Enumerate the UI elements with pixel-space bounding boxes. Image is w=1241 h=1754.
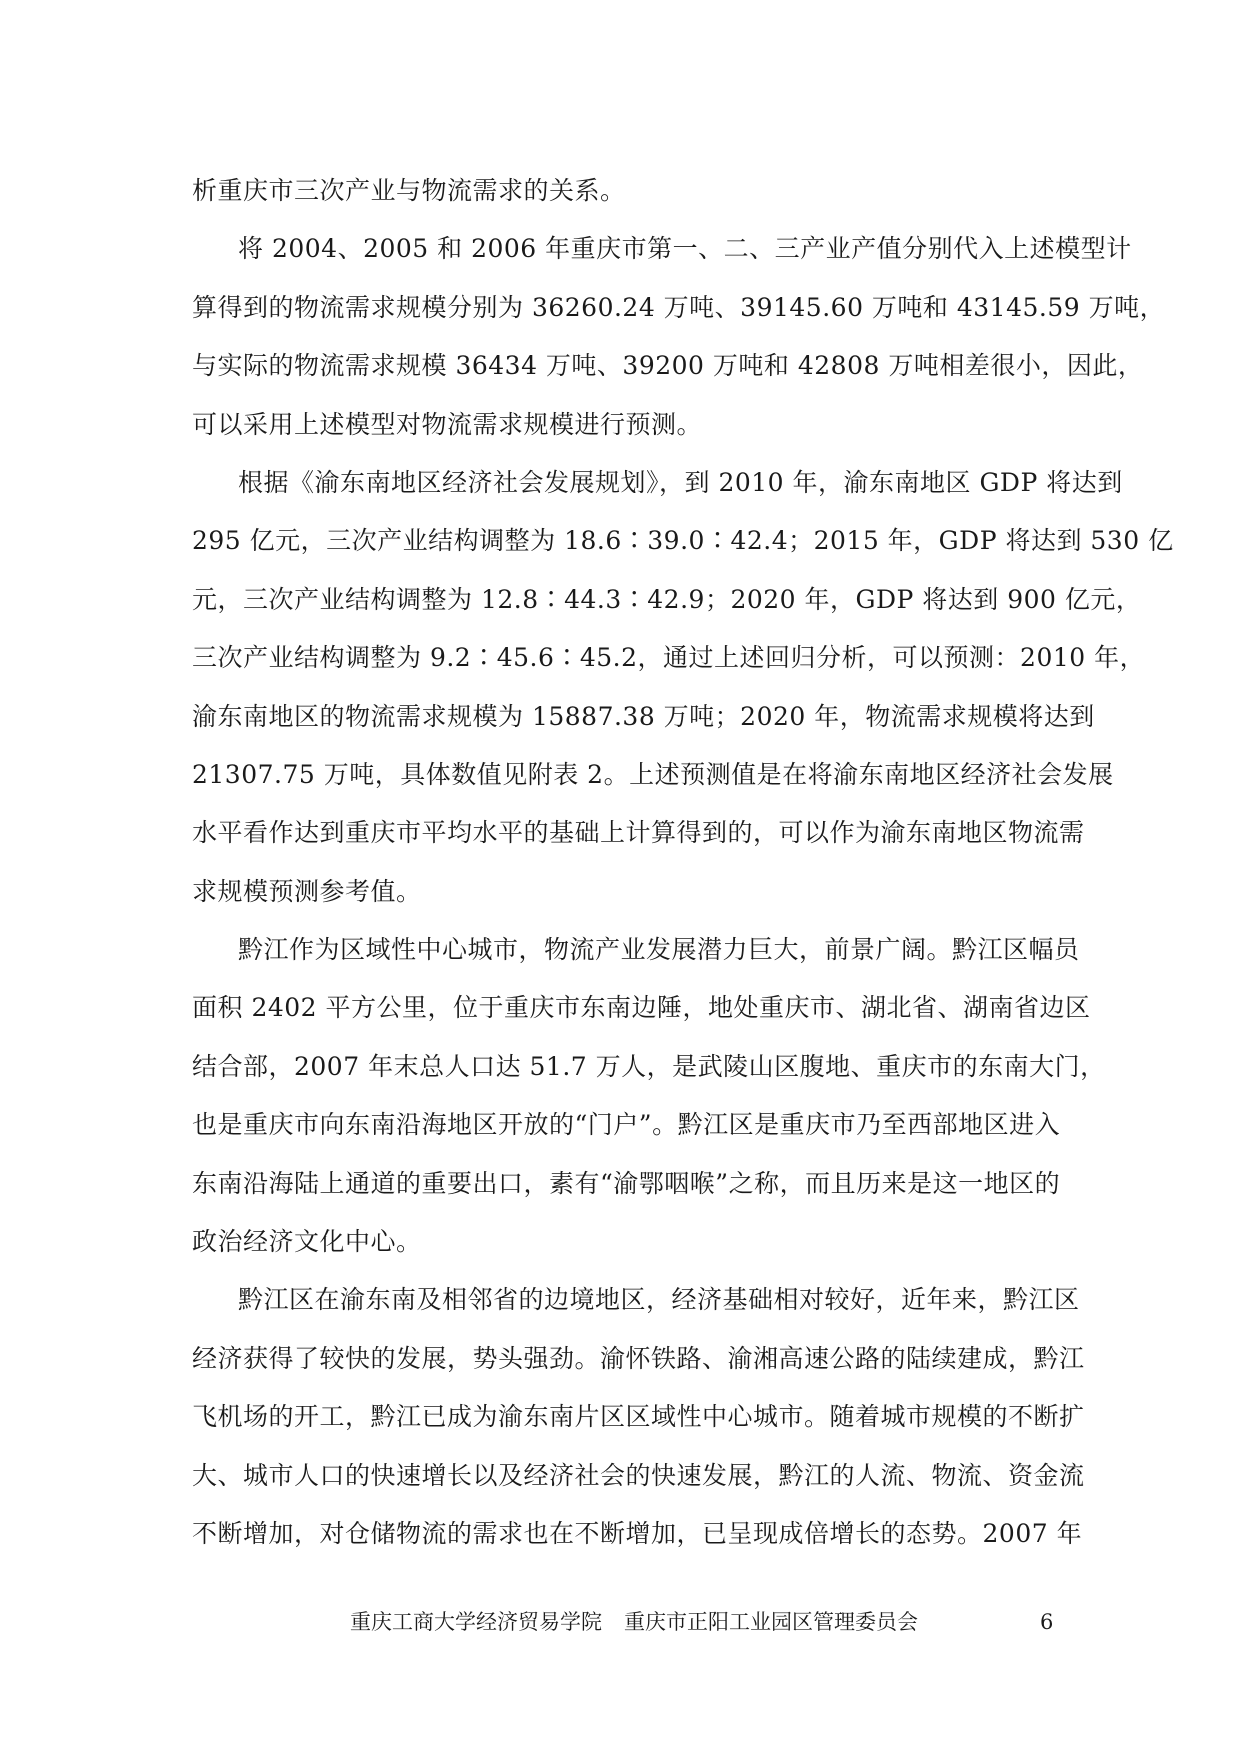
text-line: 算得到的物流需求规模分别为 36260.24 万吨、39145.60 万吨和 43145.59 万吨， <box>192 292 1166 322</box>
text-line: 水平看作达到重庆市平均水平的基础上计算得到的，可以作为渝东南地区物流需 <box>192 818 1085 848</box>
footer-institution-2: 重庆市正阳工业园区管理委员会 <box>624 1610 918 1634</box>
paragraph-start-line: 将 2004、2005 和 2006 年重庆市第一、二、三产业产值分别代入上述模型计 <box>238 234 1132 264</box>
text-line: 政治经济文化中心。 <box>192 1227 422 1257</box>
footer-institutions <box>350 1602 918 1642</box>
text-line: 渝东南地区的物流需求规模为 15887.38 万吨；2020 年，物流需求规模将达到 <box>192 701 1095 731</box>
page-footer <box>0 1602 1241 1642</box>
paragraph-start-line: 黔江区在渝东南及相邻省的边境地区，经济基础相对较好，近年来，黔江区 <box>238 1285 1080 1315</box>
text-line: 面积 2402 平方公里，位于重庆市东南边陲，地处重庆市、湖北省、湖南省边区 <box>192 993 1091 1023</box>
text-line: 元，三次产业结构调整为 12.8∶44.3∶42.9；2020 年，GDP 将达到 900 亿元， <box>192 584 1142 614</box>
paragraph-start-line: 黔江作为区域性中心城市，物流产业发展潜力巨大，前景广阔。黔江区幅员 <box>238 935 1080 965</box>
text-line: 东南沿海陆上通道的重要出口，素有“渝鄂咽喉”之称，而且历来是这一地区的 <box>192 1168 1061 1198</box>
body-text <box>192 162 1174 1563</box>
text-line: 可以采用上述模型对物流需求规模进行预测。 <box>192 409 703 439</box>
text-line: 三次产业结构调整为 9.2∶45.6∶45.2，通过上述回归分析，可以预测：2010 年， <box>192 643 1146 673</box>
paragraph-start-line: 根据《渝东南地区经济社会发展规划》，到 2010 年，渝东南地区 GDP 将达到 <box>238 467 1123 497</box>
text-line: 与实际的物流需求规模 36434 万吨、39200 万吨和 42808 万吨相差很小，因此， <box>192 351 1144 381</box>
text-line: 295 亿元，三次产业结构调整为 18.6∶39.0∶42.4；2015 年，GDP 将达到 530 亿 <box>192 526 1174 556</box>
text-line: 析重庆市三次产业与物流需求的关系。 <box>192 176 626 205</box>
text-line: 结合部，2007 年末总人口达 51.7 万人，是武陵山区腹地、重庆市的东南大门， <box>192 1051 1106 1081</box>
text-line: 21307.75 万吨，具体数值见附表 2。上述预测值是在将渝东南地区经济社会发展 <box>192 759 1114 789</box>
footer-institution-1: 重庆工商大学经济贸易学院 <box>350 1610 602 1634</box>
text-line: 求规模预测参考值。 <box>192 876 422 906</box>
text-line: 不断增加，对仓储物流的需求也在不断增加，已呈现成倍增长的态势。2007 年 <box>192 1518 1083 1548</box>
text-line: 大、城市人口的快速增长以及经济社会的快速发展，黔江的人流、物流、资金流 <box>192 1460 1085 1490</box>
text-line: 经济获得了较快的发展，势头强劲。渝怀铁路、渝湘高速公路的陆续建成，黔江 <box>192 1343 1085 1373</box>
page-number: 6 <box>1040 1610 1054 1634</box>
text-line: 也是重庆市向东南沿海地区开放的“门户”。黔江区是重庆市乃至西部地区进入 <box>192 1110 1061 1140</box>
text-line: 飞机场的开工，黔江已成为渝东南片区区域性中心城市。随着城市规模的不断扩 <box>192 1402 1085 1432</box>
